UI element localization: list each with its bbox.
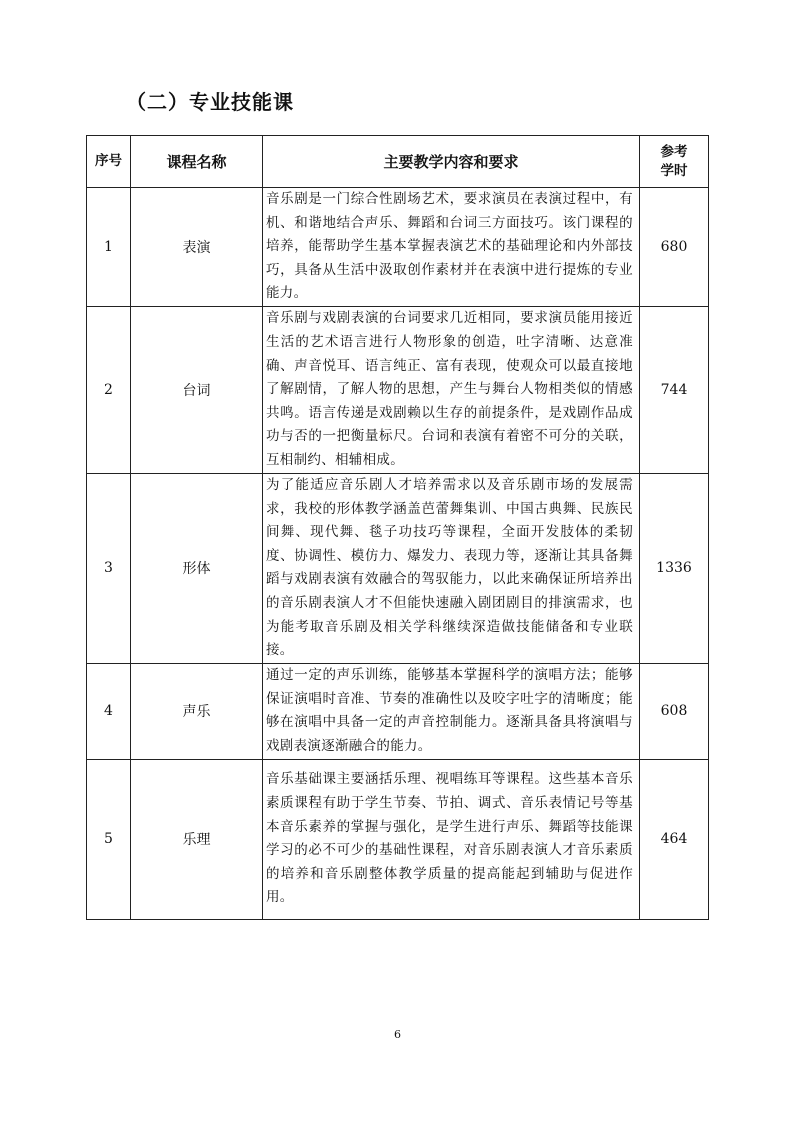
row-course-name: 乐理 [131,759,263,919]
header-index: 序号 [87,136,131,188]
row-course-name: 表演 [131,188,263,307]
row-hours: 1336 [640,473,709,663]
row-index: 1 [87,188,131,307]
row-hours: 464 [640,759,709,919]
header-hours: 参考学时 [640,136,709,188]
page-number: 6 [394,1028,401,1041]
row-hours: 608 [640,663,709,759]
course-table [86,135,709,920]
table-row [87,306,709,473]
header-content: 主要教学内容和要求 [263,136,640,188]
row-index: 3 [87,473,131,663]
row-index: 4 [87,663,131,759]
section-title: （二）专业技能课 [126,90,294,114]
row-course-name: 形体 [131,473,263,663]
row-content: 为了能适应音乐剧人才培养需求以及音乐剧市场的发展需求，我校的形体教学涵盖芭蕾舞集训、中国古典舞、民族民间舞、现代舞、毯子功技巧等课程，全面开发肢体的柔韧度、协调性、模仿力、爆发力、表现力等，逐渐让其具备舞蹈与戏剧表演有效融合的驾驭能力，以此来确保证所培养出的音乐剧表演人才不但能快速融入剧团剧目的排演需求，也为能考取音乐剧及相关学科继续深造做技能储备和专业联接。 [263,473,640,663]
row-course-name: 台词 [131,306,263,473]
table-row [87,188,709,307]
row-content: 音乐剧是一门综合性剧场艺术，要求演员在表演过程中，有机、和谐地结合声乐、舞蹈和台词三方面技巧。该门课程的培养，能帮助学生基本掌握表演艺术的基础理论和内外部技巧，具备从生活中汲取创作素材并在表演中进行提炼的专业能力。 [263,188,640,307]
row-index: 5 [87,759,131,919]
header-course-name: 课程名称 [131,136,263,188]
row-hours: 680 [640,188,709,307]
table-row [87,663,709,759]
table-header-row [87,136,709,188]
row-hours: 744 [640,306,709,473]
row-index: 2 [87,306,131,473]
row-course-name: 声乐 [131,663,263,759]
row-content: 音乐剧与戏剧表演的台词要求几近相同，要求演员能用接近生活的艺术语言进行人物形象的创造，吐字清晰、达意准确、声音悦耳、语言纯正、富有表现，使观众可以最直接地了解剧情，了解人物的思想，产生与舞台人物相类似的情感共鸣。语言传递是戏剧赖以生存的前提条件，是戏剧作品成功与否的一把衡量标尺。台词和表演有着密不可分的关联，互相制约、相辅相成。 [263,306,640,473]
row-content: 通过一定的声乐训练，能够基本掌握科学的演唱方法；能够保证演唱时音准、节奏的准确性以及咬字吐字的清晰度；能够在演唱中具备一定的声音控制能力。逐渐具备具将演唱与戏剧表演逐渐融合的能力。 [263,663,640,759]
table-row [87,473,709,663]
table-row [87,759,709,919]
row-content: 音乐基础课主要涵括乐理、视唱练耳等课程。这些基本音乐素质课程有助于学生节奏、节拍、调式、音乐表情记号等基本音乐素养的掌握与强化，是学生进行声乐、舞蹈等技能课学习的必不可少的基础性课程，对音乐剧表演人才音乐素质的培养和音乐剧整体教学质量的提高能起到辅助与促进作用。 [263,759,640,919]
